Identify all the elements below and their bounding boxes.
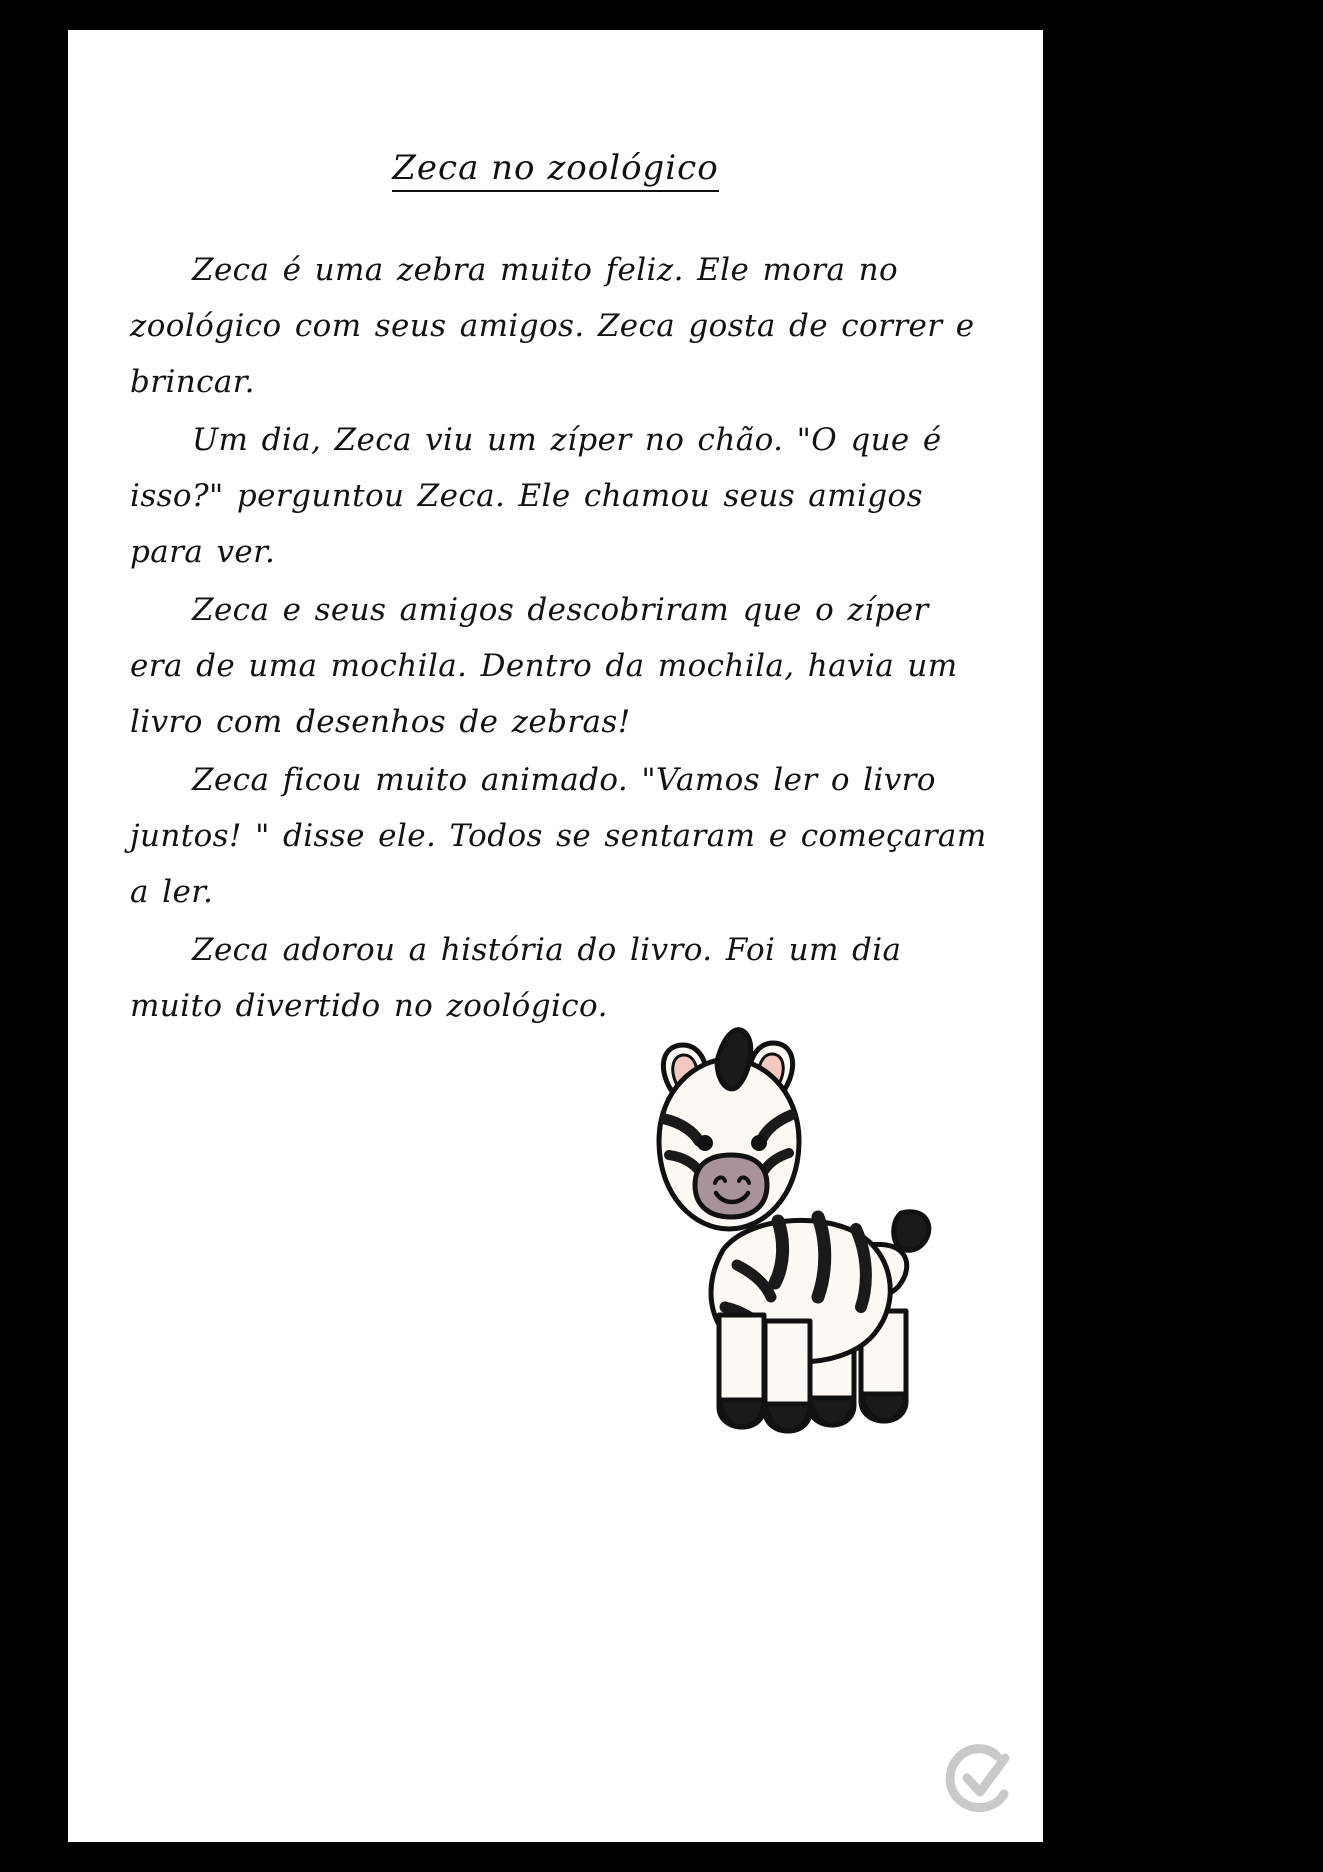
checkmark-logo-icon (939, 1740, 1015, 1816)
story-body (130, 242, 990, 1036)
story-paragraph: Zeca é uma zebra muito feliz. Ele mora no zoológico com seus amigos. Zeca gosta de correr e brincar. (130, 252, 975, 400)
story-paragraph: Zeca e seus amigos descobriram que o zíper era de uma mochila. Dentro da mochila, havia um livro com desenhos de zebras! (130, 592, 958, 740)
story-paragraph: Zeca ficou muito animado. "Vamos ler o livro juntos! " disse ele. Todos se sentaram e começaram a ler. (130, 762, 987, 910)
page-title-text: Zeca no zoológico (392, 148, 718, 192)
zebra-illustration (613, 1015, 943, 1455)
story-paragraph: Um dia, Zeca viu um zíper no chão. "O que é isso?" perguntou Zeca. Ele chamou seus amigos para ver. (130, 422, 942, 570)
document-page (68, 30, 1043, 1842)
page-title (68, 148, 1043, 192)
story-paragraph: Zeca adorou a história do livro. Foi um dia muito divertido no zoológico. (130, 932, 902, 1024)
